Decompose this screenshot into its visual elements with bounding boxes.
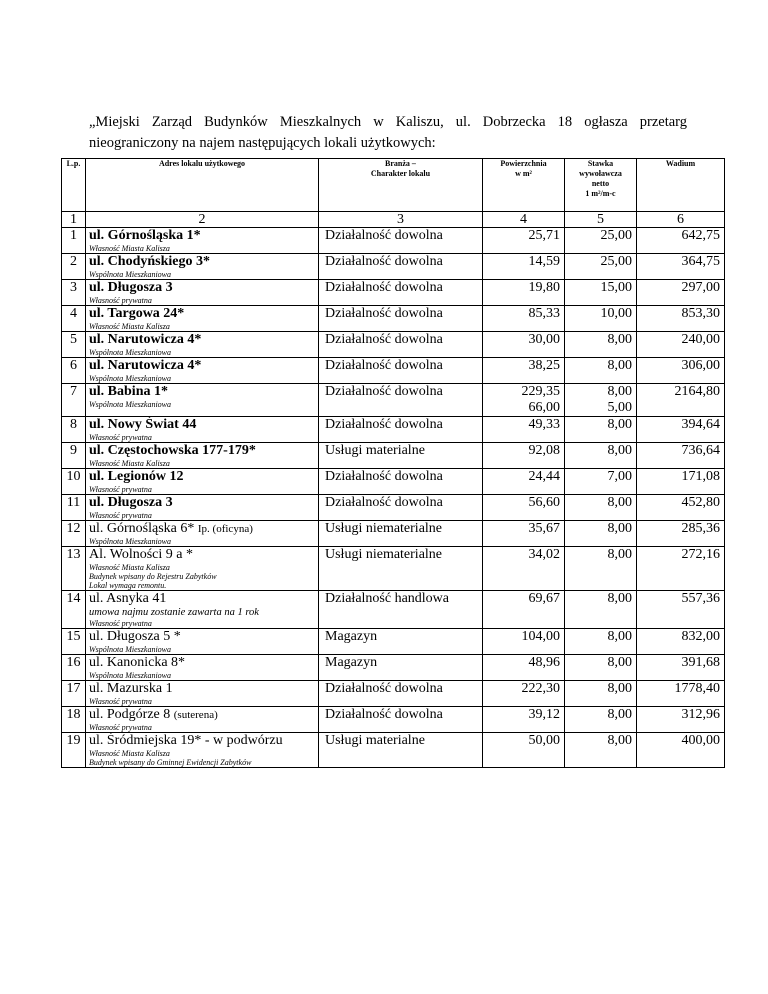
header-address: Adres lokalu użytkowego [86,159,319,212]
cell-address [86,254,319,280]
cell-rate [565,591,637,629]
cell-address [86,228,319,254]
ownership-note: Budynek wpisany do Rejestru Zabytków [89,572,217,581]
ownership-note: Własność Miasta Kalisza [89,563,170,572]
cell-branch: Działalność dowolna [319,228,483,254]
rate-value: 8,00 [607,521,632,536]
cell-address [86,443,319,469]
cell-area [483,254,565,280]
area-value: 14,59 [528,254,560,269]
table-row [62,495,725,521]
ownership-note: Własność prywatna [89,296,152,305]
cell-rate [565,384,637,417]
cell-lp: 7 [62,384,86,417]
cell-branch: Działalność dowolna [319,707,483,733]
rate-value: 8,00 [607,629,632,644]
cell-deposit: 2164,80 [637,384,725,417]
area-value: 104,00 [521,629,560,644]
cell-rate [565,280,637,306]
cell-branch: Działalność dowolna [319,254,483,280]
cell-area [483,332,565,358]
rate-value: 8,00 [607,384,632,399]
cell-deposit: 171,08 [637,469,725,495]
cell-area [483,495,565,521]
area-value: 85,33 [528,306,560,321]
cell-branch: Działalność dowolna [319,332,483,358]
cell-lp: 11 [62,495,86,521]
table-row [62,629,725,655]
area-value: 39,12 [528,707,560,722]
header-lp: L.p. [62,159,86,212]
cell-branch: Działalność dowolna [319,384,483,417]
col-number: 5 [565,212,637,228]
rate-value: 8,00 [607,655,632,670]
cell-address [86,707,319,733]
col-number: 6 [637,212,725,228]
cell-area [483,469,565,495]
cell-rate [565,306,637,332]
area-value: 229,35 [521,384,560,399]
address-text: ul. Narutowicza 4* [89,358,202,373]
cell-area [483,655,565,681]
cell-lp: 12 [62,521,86,547]
header-branch: Branża – Charakter lokalu [319,159,483,212]
table-row [62,681,725,707]
table-row [62,254,725,280]
col-number: 2 [86,212,319,228]
cell-rate [565,655,637,681]
area-value: 66,00 [528,400,560,415]
rate-value: 15,00 [600,280,632,295]
address-extra: Ip. (oficyna) [197,523,253,535]
cell-address [86,495,319,521]
cell-area [483,443,565,469]
rate-value: 8,00 [607,591,632,606]
cell-rate [565,228,637,254]
area-value: 35,67 [528,521,560,536]
rate-value: 25,00 [600,254,632,269]
cell-branch: Działalność dowolna [319,681,483,707]
cell-deposit: 312,96 [637,707,725,733]
cell-deposit: 272,16 [637,547,725,591]
cell-branch: Usługi materialne [319,443,483,469]
address-text: ul. Częstochowska 177-179* [89,443,256,458]
cell-address [86,306,319,332]
cell-area [483,733,565,768]
header-deposit: Wadium [637,159,725,212]
col-number: 1 [62,212,86,228]
cell-address [86,629,319,655]
cell-branch: Usługi niematerialne [319,547,483,591]
cell-deposit: 832,00 [637,629,725,655]
rate-value: 8,00 [607,495,632,510]
cell-address [86,469,319,495]
area-value: 24,44 [528,469,560,484]
cell-rate [565,495,637,521]
cell-area [483,417,565,443]
cell-area [483,547,565,591]
area-value: 30,00 [528,332,560,347]
cell-area [483,384,565,417]
cell-deposit: 400,00 [637,733,725,768]
cell-address [86,547,319,591]
table-row [62,306,725,332]
cell-lp: 1 [62,228,86,254]
ownership-note: Własność prywatna [89,511,152,520]
cell-deposit: 306,00 [637,358,725,384]
cell-address [86,733,319,768]
table-row [62,469,725,495]
cell-address [86,521,319,547]
table-row [62,228,725,254]
ownership-note: Własność Miasta Kalisza [89,322,170,331]
cell-rate [565,254,637,280]
cell-address [86,358,319,384]
cell-address [86,280,319,306]
address-text: ul. Legionów 12 [89,469,184,484]
cell-lp: 8 [62,417,86,443]
cell-branch: Działalność dowolna [319,358,483,384]
ownership-note: Własność Miasta Kalisza [89,244,170,253]
ownership-note: Wspólnota Mieszkaniowa [89,400,171,409]
cell-lp: 10 [62,469,86,495]
cell-area [483,280,565,306]
ownership-note: Własność prywatna [89,433,152,442]
cell-address [86,384,319,417]
ownership-note: Lokal wymaga remontu. [89,581,167,590]
table-row [62,733,725,768]
rate-value: 8,00 [607,332,632,347]
rate-value: 10,00 [600,306,632,321]
rate-value: 8,00 [607,358,632,373]
header-area: Powierzchnia w m² [483,159,565,212]
address-text: ul. Nowy Świat 44 [89,417,197,432]
address-text: ul. Targowa 24* [89,306,185,321]
address-extra: (suterena) [173,709,218,721]
cell-rate [565,417,637,443]
area-value: 34,02 [528,547,560,562]
cell-address [86,681,319,707]
cell-lp: 14 [62,591,86,629]
cell-area [483,358,565,384]
cell-area [483,591,565,629]
cell-branch: Działalność dowolna [319,417,483,443]
area-value: 56,60 [528,495,560,510]
cell-rate [565,547,637,591]
cell-area [483,306,565,332]
cell-area [483,629,565,655]
cell-deposit: 240,00 [637,332,725,358]
cell-lp: 19 [62,733,86,768]
address-text: ul. Śródmiejska 19* - w podwórzu [89,733,283,748]
cell-deposit: 297,00 [637,280,725,306]
rate-value: 8,00 [607,707,632,722]
cell-branch: Działalność dowolna [319,280,483,306]
cell-rate [565,469,637,495]
cell-deposit: 452,80 [637,495,725,521]
address-text: ul. Długosza 3 [89,495,173,510]
area-value: 48,96 [528,655,560,670]
cell-area [483,681,565,707]
cell-address [86,332,319,358]
cell-deposit: 853,30 [637,306,725,332]
rate-value: 25,00 [600,228,632,243]
cell-address [86,591,319,629]
table-row [62,591,725,629]
area-value: 92,08 [528,443,560,458]
area-value: 50,00 [528,733,560,748]
col-number: 3 [319,212,483,228]
ownership-note: Wspólnota Mieszkaniowa [89,671,171,680]
rate-value: 7,00 [607,469,632,484]
address-text: ul. Długosza 3 [89,280,173,295]
cell-lp: 5 [62,332,86,358]
address-text: ul. Babina 1* [89,384,168,399]
rate-value: 8,00 [607,547,632,562]
address-text: ul. Podgórze 8 (suterena) [89,707,218,722]
cell-lp: 17 [62,681,86,707]
area-value: 25,71 [528,228,560,243]
cell-rate [565,707,637,733]
intro-paragraph: „Miejski Zarząd Budynków Mieszkalnych w Kaliszu, ul. Dobrzecka 18 ogłasza przetarg nieograniczony na najem następujących lokali użytkowych: [89,114,687,151]
area-value: 222,30 [521,681,560,696]
cell-rate [565,443,637,469]
cell-branch: Działalność dowolna [319,306,483,332]
cell-branch: Działalność dowolna [319,495,483,521]
area-value: 49,33 [528,417,560,432]
table-row [62,417,725,443]
table-row [62,521,725,547]
table-row [62,707,725,733]
table-row [62,655,725,681]
ownership-note: Wspólnota Mieszkaniowa [89,537,171,546]
rate-value: 8,00 [607,681,632,696]
ownership-note: Własność prywatna [89,485,152,494]
cell-branch: Magazyn [319,655,483,681]
area-value: 19,80 [528,280,560,295]
cell-deposit: 364,75 [637,254,725,280]
ownership-note: Własność prywatna [89,697,152,706]
table-header-row [62,159,725,212]
header-rate: Stawka wywoławcza netto 1 m²/m-c [565,159,637,212]
cell-lp: 2 [62,254,86,280]
cell-branch: Magazyn [319,629,483,655]
cell-rate [565,733,637,768]
cell-lp: 6 [62,358,86,384]
rate-value: 8,00 [607,733,632,748]
rate-value: 8,00 [607,417,632,432]
table-row [62,443,725,469]
address-text: Al. Wolności 9 a * [89,547,193,562]
ownership-note: Własność Miasta Kalisza [89,749,170,758]
cell-rate [565,521,637,547]
column-numbers-row [62,212,725,228]
cell-area [483,707,565,733]
cell-branch: Działalność handlowa [319,591,483,629]
cell-lp: 4 [62,306,86,332]
address-text: ul. Długosza 5 * [89,629,181,644]
cell-deposit: 642,75 [637,228,725,254]
cell-rate [565,358,637,384]
address-text: ul. Górnośląska 1* [89,228,201,243]
address-text: ul. Narutowicza 4* [89,332,202,347]
premises-table [61,158,725,768]
cell-deposit: 1778,40 [637,681,725,707]
area-value: 38,25 [528,358,560,373]
cell-deposit: 394,64 [637,417,725,443]
area-value: 69,67 [528,591,560,606]
rate-value: 5,00 [607,400,632,415]
table-row [62,547,725,591]
cell-deposit: 285,36 [637,521,725,547]
cell-deposit: 391,68 [637,655,725,681]
cell-address [86,655,319,681]
cell-lp: 18 [62,707,86,733]
address-text: ul. Mazurska 1 [89,681,173,696]
cell-lp: 3 [62,280,86,306]
ownership-note: Własność prywatna [89,619,152,628]
cell-lp: 15 [62,629,86,655]
address-text: ul. Kanonicka 8* [89,655,186,670]
cell-area [483,228,565,254]
table-row [62,332,725,358]
cell-rate [565,681,637,707]
cell-deposit: 736,64 [637,443,725,469]
lease-note: umowa najmu zostanie zawarta na 1 rok [89,607,259,618]
cell-rate [565,629,637,655]
ownership-note: Własność prywatna [89,723,152,732]
cell-area [483,521,565,547]
ownership-note: Budynek wpisany do Gminnej Ewidencji Zabytków [89,758,252,767]
table-row [62,280,725,306]
cell-deposit: 557,36 [637,591,725,629]
cell-address [86,417,319,443]
address-text: ul. Asnyka 41 [89,591,167,606]
cell-branch: Działalność dowolna [319,469,483,495]
address-text: ul. Górnośląska 6* Ip. (oficyna) [89,521,253,536]
cell-branch: Usługi niematerialne [319,521,483,547]
ownership-note: Wspólnota Mieszkaniowa [89,348,171,357]
cell-lp: 13 [62,547,86,591]
table-row [62,384,725,417]
cell-lp: 16 [62,655,86,681]
address-text: ul. Chodyńskiego 3* [89,254,210,269]
cell-lp: 9 [62,443,86,469]
ownership-note: Wspólnota Mieszkaniowa [89,270,171,279]
ownership-note: Wspólnota Mieszkaniowa [89,374,171,383]
ownership-note: Własność Miasta Kalisza [89,459,170,468]
col-number: 4 [483,212,565,228]
cell-branch: Usługi materialne [319,733,483,768]
ownership-note: Wspólnota Mieszkaniowa [89,645,171,654]
cell-rate [565,332,637,358]
rate-value: 8,00 [607,443,632,458]
table-row [62,358,725,384]
